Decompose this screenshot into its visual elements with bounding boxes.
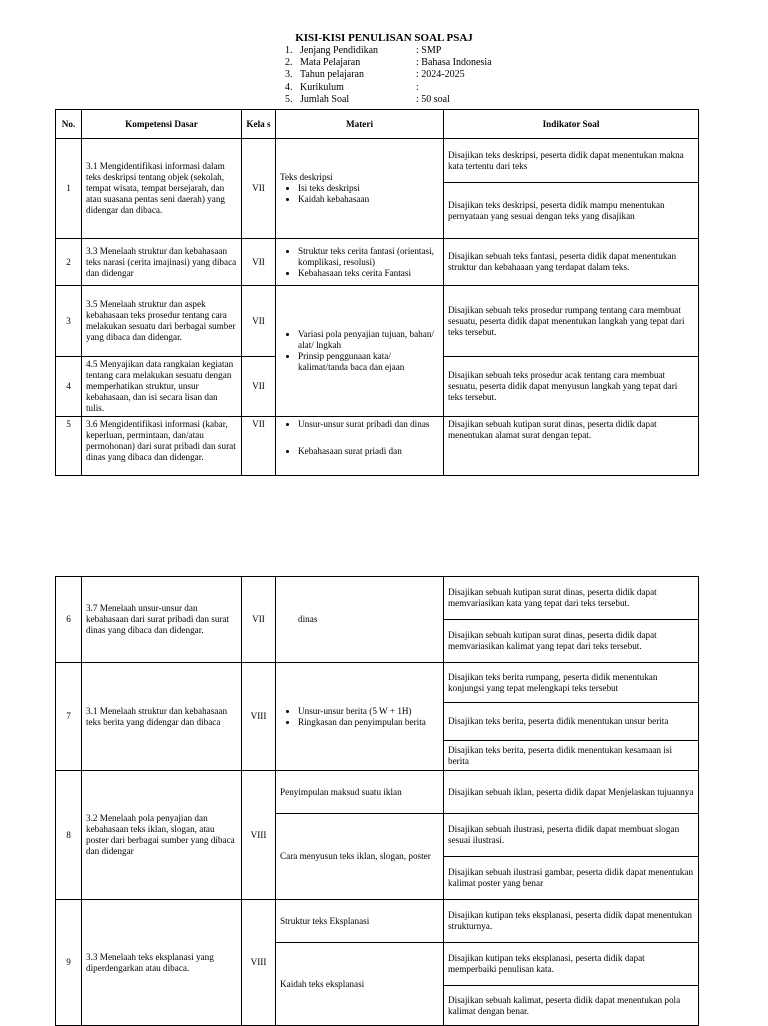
indikator-cell: Disajikan sebuah ilustrasi, peserta didik dapat membuat slogan sesuai ilustrasi.	[444, 814, 699, 857]
indikator-cell: Disajikan sebuah kutipan surat dinas, peserta didik dapat memvariasikan kata yang tepat dari teks tersebut.	[444, 577, 699, 620]
indikator-cell: Disajikan sebuah teks prosedur acak tentang cara membuat sesuatu, peserta didik dapat menyusun langkah yang tepat dari teks tersebut.	[444, 357, 699, 417]
row-number: 1	[56, 139, 82, 239]
table-row	[56, 663, 699, 703]
header-indikator-soal: Indikator Soal	[444, 110, 699, 139]
kompetensi-dasar-cell: 3.6 Mengidentifikasi informasi (kabar, keperluan, permintaan, dan/atau permohonan) dari surat pribadi dan surat dinas yang dibaca dan didengar.	[82, 417, 242, 476]
kelas-cell: VIII	[242, 771, 276, 900]
meta-number: 5.	[285, 93, 293, 105]
row-number: 3	[56, 286, 82, 357]
header-kelas: Kela s	[242, 110, 276, 139]
kelas-cell: VII	[242, 286, 276, 357]
meta-label: Mata Pelajaran	[300, 57, 361, 69]
meta-row	[285, 94, 492, 106]
meta-number: 1.	[285, 45, 293, 56]
materi-item: • Kaidah kebahasaan	[298, 194, 439, 205]
kelas-cell: VIII	[242, 900, 276, 1026]
document-title: KISI-KISI PENULISAN SOAL PSAJ	[295, 32, 473, 44]
meta-row	[285, 45, 492, 57]
kelas-cell: VIII	[242, 663, 276, 771]
materi-item: • Unsur-unsur surat pribadi dan dinas	[298, 419, 439, 430]
materi-cell: Penyimpulan maksud suatu iklan	[276, 771, 444, 814]
indikator-cell: Disajikan sebuah teks fantasi, peserta didik dapat menentukan struktur dan kebahaaan yang terdapat dalam teks.	[444, 239, 699, 286]
kisi-table-part-1	[55, 109, 699, 476]
meta-row	[285, 57, 492, 69]
meta-label: Jumlah Soal	[300, 93, 350, 105]
kompetensi-dasar-cell: 4.5 Menyajikan data rangkaian kegiatan tentang cara melakukan sesuatu dengan memperhatikan struktur, unsur kebahasaan, dan isi secara lisan dan tulis.	[82, 357, 242, 417]
kelas-cell: VII	[242, 577, 276, 663]
indikator-cell: Disajikan sebuah kutipan surat dinas, peserta didik dapat memvariasikan kalimat yang tepat dari teks tersebut.	[444, 620, 699, 663]
materi-cell: Struktur teks Eksplanasi	[276, 900, 444, 943]
materi-cell: Cara menyusun teks iklan, slogan, poster	[276, 814, 444, 900]
meta-row	[285, 69, 492, 81]
meta-value: : 2024-2025	[416, 69, 465, 81]
materi-item: • Variasi pola penyajian tujuan, bahan/ alat/ lngkah	[298, 329, 439, 351]
materi-item: • Isi teks deskripsi	[298, 183, 439, 194]
kompetensi-dasar-cell: 3.7 Menelaah unsur-unsur dan kebahasaan dari surat pribadi dan surat dinas yang dibaca dan didengar.	[82, 577, 242, 663]
kompetensi-dasar-cell: 3.3 Menelaah teks eksplanasi yang diperdengarkan atau dibaca.	[82, 900, 242, 1026]
row-number: 8	[56, 771, 82, 900]
materi-item: • Prinsip penggunaan kata/ kalimat/tanda baca dan ejaan	[298, 351, 439, 373]
meta-row	[285, 82, 492, 94]
row-number: 5	[56, 417, 82, 476]
indikator-cell: Disajikan teks berita, peserta didik menentukan kesamaan isi berita	[444, 741, 699, 771]
materi-heading: Teks deskripsi	[280, 172, 333, 182]
indikator-cell: Disajikan teks berita rumpang, peserta didik menentukan konjungsi yang tepat melengkapi teks tersebut	[444, 663, 699, 703]
meta-value: : 50 soal	[416, 93, 450, 105]
materi-item: • Kebahasaan teks cerita Fantasi	[298, 268, 439, 279]
materi-cell	[276, 239, 444, 286]
kompetensi-dasar-cell: 3.5 Menelaah struktur dan aspek kebahasaan teks prosedur tentang cara melakukan sesuatu dari berbagai sumber yang dibaca dan didengar.	[82, 286, 242, 357]
meta-value: : SMP	[416, 45, 442, 56]
indikator-cell: Disajikan teks deskripsi, peserta didik dapat menentukan makna kata tertentu dari teks	[444, 139, 699, 183]
kelas-cell: VII	[242, 239, 276, 286]
materi-item: • Kebahasaan surat priadi dan	[298, 446, 439, 457]
indikator-cell: Disajikan kutipan teks eksplanasi, peserta didik dapat menentukan strukturnya.	[444, 900, 699, 943]
materi-cell: Kaidah teks eksplanasi	[276, 943, 444, 1026]
meta-number: 2.	[285, 57, 293, 69]
kelas-cell: VII	[242, 139, 276, 239]
materi-cell	[276, 139, 444, 239]
indikator-cell: Disajikan sebuah kalimat, peserta didik dapat menentukan pola kalimat dengan benar.	[444, 986, 699, 1026]
row-number: 4	[56, 357, 82, 417]
kelas-cell: VII	[242, 357, 276, 417]
meta-label: Jenjang Pendidikan	[300, 45, 379, 56]
meta-number: 3.	[285, 69, 293, 81]
materi-cell	[276, 663, 444, 771]
materi-cell: dinas	[276, 577, 444, 663]
kompetensi-dasar-cell: 3.2 Menelaah pola penyajian dan kebahasaan teks iklan, slogan, atau poster dari berbagai sumber yang dibaca dan didengar	[82, 771, 242, 900]
kompetensi-dasar-cell: 3.3 Menelaah struktur dan kebahasaan teks narasi (cerita imajinasi) yang dibaca dan didengar	[82, 239, 242, 286]
materi-cell	[276, 417, 444, 476]
kisi-table-part-2	[55, 576, 699, 1026]
indikator-cell: Disajikan kutipan teks eksplanasi, peserta didik dapat memperbaiki penulisan kata.	[444, 943, 699, 986]
meta-label: Kurikulum	[300, 81, 344, 93]
materi-item: • Unsur-unsur berita (5 W + 1H)	[298, 706, 439, 717]
table-row	[56, 771, 699, 814]
header-no: No.	[56, 110, 82, 139]
materi-item: • Ringkasan dan penyimpulan berita	[298, 717, 439, 728]
materi-item: • Struktur teks cerita fantasi (orientasi, komplikasi, resolusi)	[298, 246, 439, 268]
meta-number: 4.	[285, 81, 293, 93]
meta-value: :	[416, 81, 419, 93]
table-row	[56, 417, 699, 476]
row-number: 2	[56, 239, 82, 286]
indikator-cell: Disajikan sebuah ilustrasi gambar, peserta didik dapat menentukan kalimat poster yang benar	[444, 857, 699, 900]
indikator-cell: Disajikan teks berita, peserta didik menentukan unsur berita	[444, 703, 699, 741]
indikator-cell: Disajikan teks deskripsi, peserta didik mampu menentukan pernyataan yang sesuai dengan teks yang disajikan	[444, 183, 699, 239]
kompetensi-dasar-cell: 3.1 Menelaah struktur dan kebahasaan teks berita yang didengar dan dibaca	[82, 663, 242, 771]
indikator-cell: Disajikan sebuah kutipan surat dinas, peserta didik dapat menentukan alamat surat dengan tepat.	[444, 417, 699, 476]
meta-value: : Bahasa Indonesia	[416, 57, 492, 69]
meta-label: Tahun pelajaran	[300, 69, 364, 81]
row-number: 7	[56, 663, 82, 771]
document-meta	[285, 45, 492, 106]
table-row	[56, 900, 699, 943]
table-row	[56, 286, 699, 357]
header-kompetensi-dasar: Kompetensi Dasar	[82, 110, 242, 139]
header-materi: Materi	[276, 110, 444, 139]
kelas-cell: VII	[242, 417, 276, 476]
indikator-cell: Disajikan sebuah iklan, peserta didik dapat Menjelaskan tujuannya	[444, 771, 699, 814]
kompetensi-dasar-cell: 3.1 Mengidentifikasi informasi dalam teks deskripsi tentang objek (sekolah, tempat wisata, tempat bersejarah, dan atau suasana pentas seni daerah) yang didengar dan dibaca.	[82, 139, 242, 239]
table-row	[56, 577, 699, 620]
table-header-row	[56, 110, 699, 139]
materi-cell	[276, 286, 444, 417]
indikator-cell: Disajikan sebuah teks prosedur rumpang tentang cara membuat sesuatu, peserta didik dapat menentukan langkah yang tepat dari teks tersebut.	[444, 286, 699, 357]
row-number: 6	[56, 577, 82, 663]
row-number: 9	[56, 900, 82, 1026]
table-row	[56, 139, 699, 183]
table-row	[56, 239, 699, 286]
